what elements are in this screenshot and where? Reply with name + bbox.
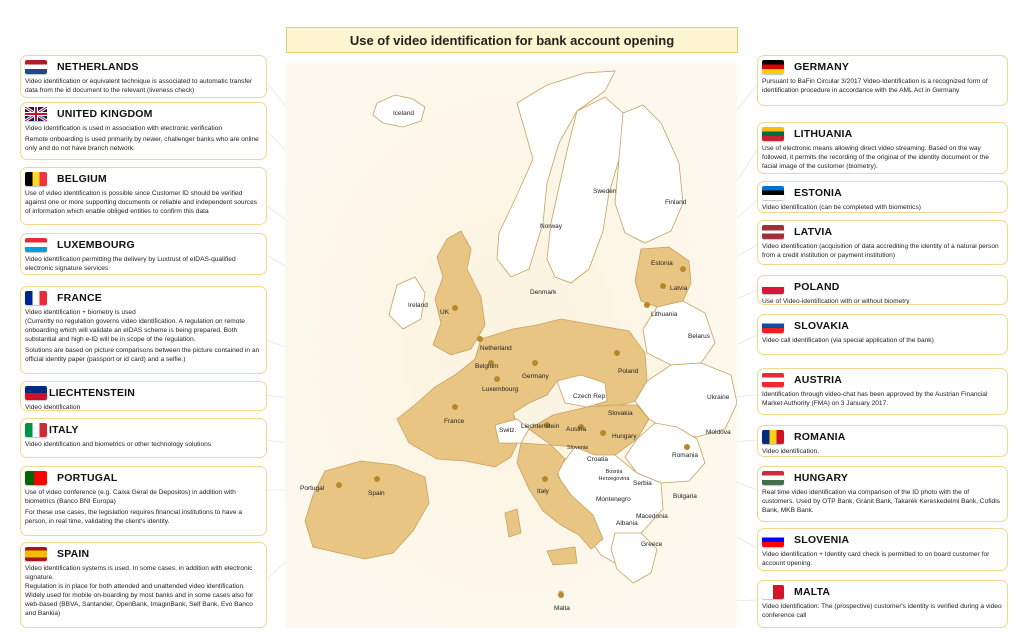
card-title: FRANCE: [57, 292, 102, 304]
map-label-albania: Albania: [616, 520, 638, 527]
card-text: Pursuant to BaFin Circular 3/2017 Video-Identification is a recognized form of identification procedure in accordance with the AML Act in Germany: [762, 78, 988, 94]
card-luxembourg: [20, 233, 267, 275]
map-label-ireland: Ireland: [408, 302, 428, 309]
map-label-finland: Finland: [665, 199, 687, 206]
card-germany: [757, 55, 1008, 106]
map-label-serbia: Serbia: [633, 480, 652, 487]
map-label-bulgaria: Bulgaria: [673, 493, 697, 500]
map-label-switz: Switz.: [499, 427, 517, 434]
belgium-flag-icon: [25, 172, 47, 186]
map-label-romania: Romania: [672, 452, 699, 459]
map-label-austria: Austria: [566, 426, 587, 433]
card-title: POLAND: [794, 281, 840, 293]
map-label-iceland: Iceland: [393, 110, 414, 117]
card-portugal: [20, 466, 267, 536]
slovenia-flag-icon: [762, 533, 784, 547]
card-text: For these use cases, the legislation requires financial institutions to have a person, in real time, validating the client's identity.: [25, 509, 242, 525]
map-label-france: France: [444, 418, 465, 425]
card-lithuania: [757, 122, 1008, 174]
card-title: SPAIN: [57, 548, 90, 560]
map-label-ukraine: Ukraine: [707, 394, 730, 401]
map-label-denmark: Denmark: [530, 289, 557, 296]
map-label-bosnia: Bosnia Herzegovina: [598, 469, 630, 482]
card-title: ROMANIA: [794, 431, 846, 443]
card-title: SLOVAKIA: [794, 320, 850, 332]
card-text: Identification through video-chat has been approved by the Austrian Financial Market Authority (FMA) on 3 January 2017.: [762, 391, 988, 407]
map-label-portugal: Portugal: [300, 485, 325, 492]
card-text: Video identification systems is used. In some cases, in addition with electronic signature.: [25, 565, 253, 581]
card-netherlands: [20, 55, 267, 98]
liechtenstein-flag-icon: [25, 386, 47, 400]
austria-flag-icon: [762, 373, 784, 387]
card-poland: [757, 275, 1008, 305]
card-title: NETHERLANDS: [57, 61, 139, 73]
card-italy: [20, 418, 267, 458]
card-text: Use of Video-identification with or without biometry: [762, 298, 910, 305]
card-text: Video identification (can be completed with biometrics): [762, 204, 921, 211]
card-text: Widely used for mobile on-boarding by most banks and in some cases also for web-based (BBVA, Santander, OpenBank, ImaginBank, Self Bank, Evo Banco and Bankia): [25, 592, 254, 617]
map-label-belgium: Belgium: [475, 363, 499, 370]
map-label-luxembourg: Luxembourg: [482, 386, 519, 393]
card-belgium: [20, 167, 267, 225]
card-romania: [757, 425, 1008, 457]
card-title: LUXEMBOURG: [57, 239, 135, 251]
hungary-flag-icon: [762, 471, 784, 485]
card-text: Real time video identification via comparison of the ID photo with the of customers. Used by OTP Bank, Gránit Bank, Takarék Kereskedelmi Bank, Cofidis Bank, MKB Bank.: [762, 489, 1000, 514]
uk-flag-icon: [25, 107, 47, 121]
card-title: ITALY: [49, 424, 79, 436]
card-uk: [20, 102, 267, 160]
card-title: LITHUANIA: [794, 128, 853, 140]
portugal-flag-icon: [25, 471, 47, 485]
map-label-malta: Malta: [554, 605, 570, 612]
card-title: LATVIA: [794, 226, 833, 238]
card-text: Use of video identification is possible since Customer ID should be verified against one or more supporting documents or reliable and independent sources of information which enable obliged entities to confirm this data: [25, 190, 258, 215]
map-label-poland: Poland: [618, 368, 639, 375]
map-label-netherland: Netherland: [480, 345, 512, 352]
latvia-flag-icon: [762, 225, 784, 239]
malta-flag-icon: [762, 585, 784, 599]
card-title: UNITED KINGDOM: [57, 108, 153, 120]
card-text: Video identification + Identity card check is permitted to on board customer for account opening.: [762, 551, 990, 567]
card-title: SLOVENIA: [794, 534, 850, 546]
map-label-sweden: Sweden: [593, 188, 617, 195]
card-text: Video call identification (via special application of the bank): [762, 337, 934, 344]
card-latvia: [757, 220, 1008, 265]
map-label-belarus: Belarus: [688, 333, 711, 340]
card-title: MALTA: [794, 586, 831, 598]
map-label-greece: Greece: [641, 541, 663, 548]
card-title: GERMANY: [794, 61, 850, 73]
card-liechtenstein: [20, 381, 267, 411]
card-text: Solutions are based on picture comparisons between the picture contained in an official identity paper (passport or id card) and a selfie.): [25, 347, 260, 363]
card-estonia: [757, 181, 1008, 213]
card-austria: [757, 368, 1008, 415]
card-text: Video identification and biometrics or other technology solutions: [25, 441, 212, 448]
card-hungary: [757, 466, 1008, 522]
card-text: Use of video conference (e.g. Caixa Geral de Depositos) in addition with biometrics (Banco BNI Europa): [25, 489, 236, 505]
map-label-lithuania: Lithuania: [651, 311, 678, 318]
card-title: BELGIUM: [57, 173, 107, 185]
estonia-flag-icon: [762, 186, 784, 200]
card-text: Video identification + biometry is used: [25, 309, 136, 316]
map-label-slovenia: Slovenia: [567, 445, 589, 451]
map-label-latvia: Latvia: [670, 285, 688, 292]
map-label-croatia: Croatia: [587, 456, 608, 463]
map-label-italy: Italy: [537, 488, 549, 495]
map-label-czech: Czech Rep: [573, 393, 606, 400]
map-label-slovakia: Slovakia: [608, 410, 633, 417]
map-label-germany: Germany: [522, 373, 549, 380]
map-label-moldova: Moldova: [706, 429, 731, 436]
map-label-spain: Spain: [368, 490, 385, 497]
card-title: AUSTRIA: [794, 374, 843, 386]
card-text: Remote onboarding is used primarily by newer, challenger banks who are online only and do not have branch network.: [25, 136, 259, 152]
card-malta: [757, 580, 1008, 628]
slovakia-flag-icon: [762, 319, 784, 333]
map-label-uk: UK: [440, 309, 450, 316]
map-label-macedonia: Macedonia: [636, 513, 668, 520]
card-text: (Currently no regulation governs video identification. A regulation on remote onboarding which will validate an eIDAS scheme is being prepared. Both substantial and high e-ID will be in scope of the regulation.: [25, 318, 245, 343]
card-text: Video Identification: The (prospective) customer's identity is verified during a video conference call: [762, 603, 1002, 619]
map-label-hungary: Hungary: [612, 433, 637, 440]
card-title: ESTONIA: [794, 187, 842, 199]
luxembourg-flag-icon: [25, 238, 47, 252]
page-title: Use of video identification for bank account opening: [286, 27, 738, 53]
card-text: Video identification permitting the delivery by Luxtrust of eIDAS-qualified electronic signature services: [25, 256, 236, 272]
card-spain: [20, 542, 267, 628]
romania-flag-icon: [762, 430, 784, 444]
poland-flag-icon: [762, 280, 784, 294]
card-text: Video Identification is used in association with electronic verification: [25, 125, 223, 132]
map-label-liechtenstein: Liechtenstein: [521, 423, 560, 430]
card-title: PORTUGAL: [57, 472, 118, 484]
card-france: [20, 286, 267, 374]
card-text: Regulation is in place for both attended and unattended video identification.: [25, 583, 245, 590]
lithuania-flag-icon: [762, 127, 784, 141]
map-label-montenegro: Montenegro: [596, 496, 631, 503]
card-title: LIECHTENSTEIN: [49, 387, 136, 399]
card-slovakia: [757, 314, 1008, 355]
netherlands-flag-icon: [25, 60, 47, 74]
italy-flag-icon: [25, 423, 47, 437]
france-flag-icon: [25, 291, 47, 305]
card-title: HUNGARY: [794, 472, 849, 484]
card-slovenia: [757, 528, 1008, 571]
card-text: Use of electronic means allowing direct video streaming. Based on the way followed, it permits the recording of the original of the identity document or the facial image of the customer (biometry).: [762, 145, 989, 170]
card-text: Video identification.: [762, 448, 820, 455]
map-label-norway: Norway: [540, 223, 563, 230]
spain-flag-icon: [25, 547, 47, 561]
germany-flag-icon: [762, 60, 784, 74]
card-text: Video identification (acquisition of data accrediting the identity of a natural person from a credit institution or payment institution): [762, 243, 999, 259]
card-text: Video identification or equivalent technique is associated to automatic transfer data from the id document to the relevant (liveness check): [25, 78, 253, 94]
map-label-estonia: Estonia: [651, 260, 673, 267]
card-text: Video identification: [25, 404, 81, 411]
